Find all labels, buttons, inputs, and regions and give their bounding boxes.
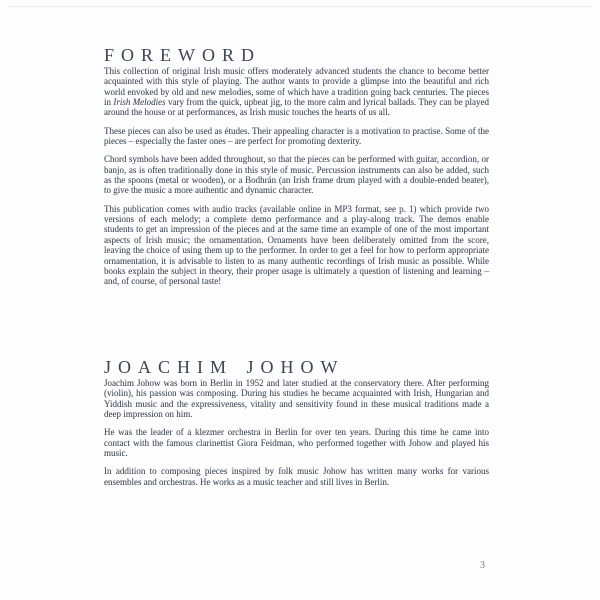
foreword-text: [104, 66, 489, 295]
foreword-paragraph-3: Chord symbols have been added throughout, so that the pieces can be performed with guitar, accordion, or banjo, as is often traditionally done in this style of music. Percussion instruments can also be added, such as the spoons (metal or wooden), or a Bodhrán (an Irish frame drum played with a double-ended beater), to give the music a more authentic and dynamic character.: [104, 154, 489, 196]
foreword-paragraph-2: These pieces can also be used as études. Their appealing character is a motivation to practise. Some of the pieces – especially the faster ones – are perfect for promoting dexterity.: [104, 125, 489, 147]
foreword-paragraph-4: This publication comes with audio tracks (available online in MP3 format, see p. 1) which provide two versions of each melody; a complete demo performance and a play-along track. The demos enable students to get an impression of the pieces and at the same time an example of one of the most important aspects of Irish music; the ornamentation. Ornaments have been deliberately omitted from the score, leaving the choice of using them up to the performer. In order to get a feel for how to perform appropriate ornamentation, it is advisable to listen to as many authentic recordings of Irish music as possible. While books explain the subject in theory, their proper usage is ultimately a question of listening and learning – and, of course, of personal taste!: [104, 203, 489, 287]
biography-paragraph-1: Joachim Johow was born in Berlin in 1952 and later studied at the conservatory there. After performing (violin), his passion was composing. During his studies he became acquainted with Irish, Hungarian and Yiddish music and the expressiveness, vitality and sensitivity found in these musical traditions made a deep impression on him.: [104, 378, 489, 420]
book-title-italic: Irish Melodies: [113, 97, 166, 108]
author-heading: joachim johow: [104, 350, 345, 379]
foreword-paragraph-1-continued: vary from the quick, upbeat jig, to the more calm and lyrical ballads. They can be played around the house or at performances, as Irish music touches the hearts of us all.: [104, 97, 489, 118]
author-biography-text: [104, 378, 489, 495]
foreword-paragraph-1-text: This collection of original Irish music offers moderately advanced students the chance to become better acquainted with this style of playing. The author wants to provide a glimpse into the beautiful and rich world envoked by old and new melodies, some of which have a tradition going back centuries. The pieces in: [104, 66, 489, 108]
biography-paragraph-3: In addition to composing pieces inspired by folk music Johow has written many works for various ensembles and orchestras. He works as a music teacher and still lives in Berlin.: [104, 466, 489, 487]
page-top-edge: [8, 6, 592, 7]
page-number: 3: [480, 560, 485, 571]
foreword-paragraph-1: [104, 66, 489, 118]
biography-paragraph-2: He was the leader of a klezmer orchestra in Berlin for over ten years. During this time he came into contact with the famous clarinettist Giora Feidman, who performed together with Johow and played his music.: [104, 427, 489, 459]
foreword-heading: foreword: [104, 38, 262, 67]
